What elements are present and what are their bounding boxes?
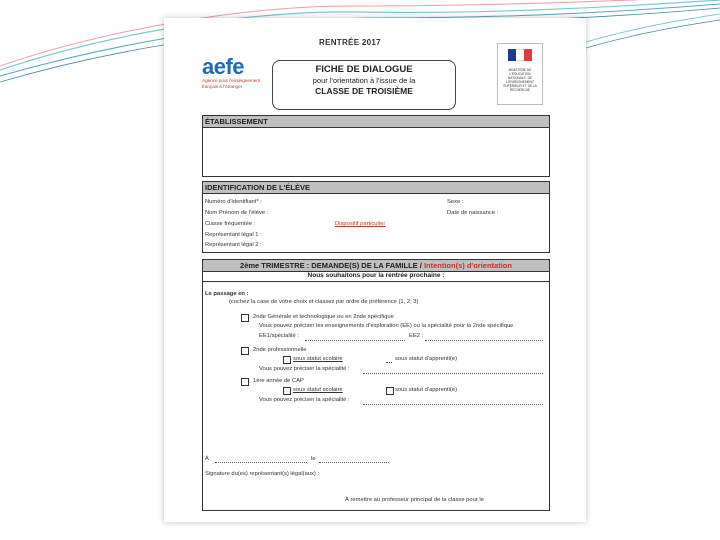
option-2nde-gt-note: Vous pouvez préciser les enseignements d'exploration (EE) ou la spécialité pour la 2nde spécifique (259, 323, 514, 329)
aefe-logo-subtitle: Agence pour l'enseignement français à l'étranger (202, 78, 261, 89)
pro-statut-scolaire-label: sous statut scolaire (293, 356, 343, 362)
option-2nde-pro-checkbox[interactable] (241, 347, 249, 355)
ministry-logo (497, 43, 543, 105)
ee1-label: EE1/spécialité : (259, 333, 299, 339)
form-title: FICHE DE DIALOGUE (315, 64, 413, 75)
trimestre-heading-main: 2ème TRIMESTRE : DEMANDE(S) DE LA FAMILLE / (240, 261, 424, 270)
classe-label: Classe fréquentée : (205, 221, 256, 227)
option-2nde-pro-label: 2nde professionnelle (253, 347, 307, 353)
form-document (164, 18, 586, 522)
signature-label: Signature du(es) représentant(s) légal(aux) : (205, 471, 320, 477)
ee2-label: EE2 : (409, 333, 424, 339)
option-2nde-gt-label: 2nde Générale et technologique ou en 2nde spécifique (253, 314, 394, 320)
trimestre-subheading: Nous souhaitons pour la rentrée prochaine : (307, 272, 445, 279)
lieu-label: À (205, 456, 209, 462)
cap-statut-scolaire-checkbox[interactable] (283, 387, 291, 395)
french-flag-icon (508, 49, 532, 61)
form-subtitle: pour l'orientation à l'issue de la (312, 76, 416, 85)
option-cap-label: 1ère année de CAP (253, 378, 304, 384)
eleve-section (202, 181, 550, 253)
passage-label: Le passage en : (205, 291, 249, 297)
cap-specialite-label: Vous pouvez préciser la spécialité : (259, 397, 350, 403)
footer-remettre: À remettre au professeur principal de la classe pour le (345, 497, 484, 503)
naissance-label: Date de naissance : (447, 210, 499, 216)
pro-statut-apprenti-label: sous statut d'apprenti(e) (395, 356, 458, 362)
aefe-logo: aefe (202, 54, 245, 79)
etablissement-field[interactable] (203, 128, 549, 176)
pro-statut-scolaire-checkbox[interactable] (283, 356, 291, 364)
form-class-title: CLASSE DE TROISIÈME (315, 86, 413, 96)
cap-specialite-field[interactable] (363, 404, 543, 405)
ee1-field[interactable] (305, 340, 405, 341)
cap-statut-apprenti-checkbox[interactable] (386, 387, 394, 395)
numero-label: Numéro d'identifiant* : (205, 199, 262, 205)
classe-value: Dispositif particulier (335, 221, 386, 227)
eleve-heading: IDENTIFICATION DE L'ÉLÈVE (203, 182, 549, 194)
nom-label: Nom Prénom de l'élève : (205, 210, 269, 216)
ministry-name: MINISTÈRE DE L'ÉDUCATION NATIONALE, DE L'ENSEIGNEMENT SUPÉRIEUR ET DE LA RECHERCHE (503, 68, 537, 92)
pro-statut-apprenti-checkbox[interactable] (386, 362, 392, 363)
rep1-label: Représentant légal 1 : (205, 232, 262, 238)
option-2nde-gt-checkbox[interactable] (241, 314, 249, 322)
passage-note: (cochez la case de votre choix et classez par ordre de préférence (1, 2, 3) (229, 299, 419, 305)
form-title-box (272, 60, 456, 110)
trimestre-section (202, 259, 550, 511)
trimestre-heading (203, 260, 549, 272)
lieu-field[interactable] (215, 462, 307, 463)
ee2-field[interactable] (425, 340, 543, 341)
pro-specialite-field[interactable] (363, 373, 543, 374)
cap-statut-scolaire-label: sous statut scolaire (293, 387, 343, 393)
option-cap-checkbox[interactable] (241, 378, 249, 386)
etablissement-heading: ÉTABLISSEMENT (203, 116, 549, 128)
date-label: le (311, 456, 316, 462)
rep2-label: Représentant légal 2 : (205, 242, 262, 248)
cap-statut-apprenti-label: sous statut d'apprenti(e) (395, 387, 458, 393)
sexe-label: Sexe : (447, 199, 464, 205)
trimestre-heading-intention: Intention(s) d'orientation (423, 261, 512, 270)
date-field[interactable] (319, 462, 389, 463)
rentree-label: RENTRÉE 2017 (319, 38, 381, 47)
etablissement-section (202, 115, 550, 177)
pro-specialite-label: Vous pouvez préciser la spécialité : (259, 366, 350, 372)
